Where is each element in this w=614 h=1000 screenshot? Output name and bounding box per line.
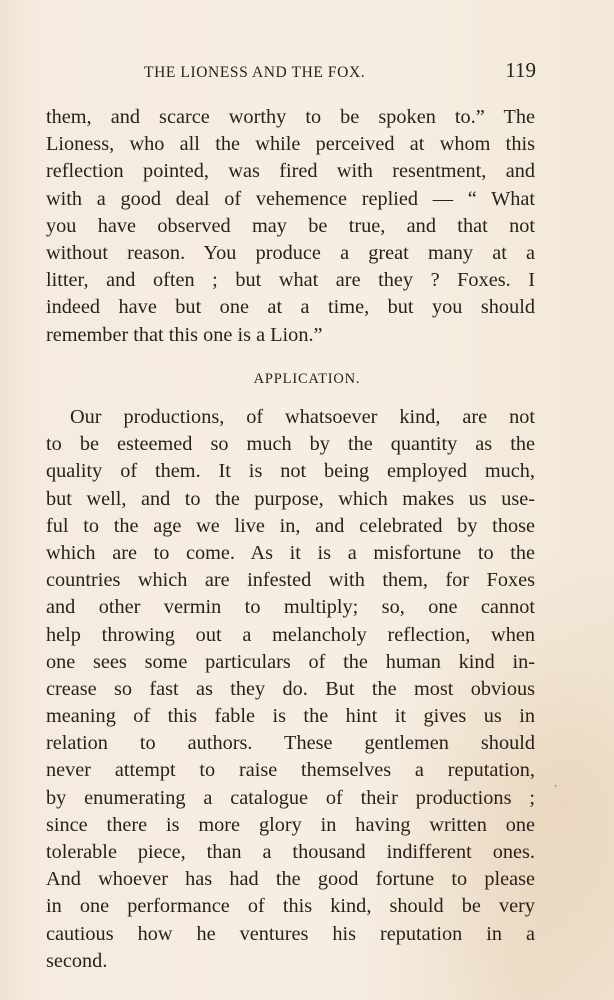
text-line: which are to come. As it is a misfortune to the <box>46 541 535 564</box>
text-line: meaning of this fable is the hint it gives us in <box>46 705 535 728</box>
paper-speck: • <box>554 781 558 791</box>
text-line: and other vermin to multiply; so, one cannot <box>46 596 535 619</box>
running-head <box>46 58 536 88</box>
text-line: to be esteemed so much by the quantity as the <box>46 433 535 456</box>
text-line: litter, and often ; but what are they ? Foxes. I <box>46 269 535 292</box>
text-line: by enumerating a catalogue of their productions ; <box>46 786 535 809</box>
section-heading: APPLICATION. <box>253 371 361 387</box>
text-line: tolerable piece, than a thousand indifferent ones. <box>46 841 535 863</box>
text-line: quality of them. It is not being employed much, <box>46 460 535 483</box>
text-line: without reason. You produce a great many at a <box>46 241 535 264</box>
text-line: relation to authors. These gentlemen should <box>46 732 535 755</box>
text-line: with a good deal of vehemence replied — “ What <box>46 187 535 210</box>
text-line: crease so fast as they do. But the most obvious <box>46 677 535 700</box>
text-line: Our productions, of whatsoever kind, are not <box>70 406 535 428</box>
text-line: second. <box>46 949 108 972</box>
text-line: indeed have but one at a time, but you should <box>46 296 535 319</box>
text-line: never attempt to raise themselves a reputation, <box>46 759 535 782</box>
text-line: in one performance of this kind, should be very <box>46 895 535 918</box>
text-line: them, and scarce worthy to be spoken to.” The <box>46 106 535 128</box>
application-paragraph <box>46 404 535 975</box>
page-number: 119 <box>505 58 536 82</box>
text-line: one sees some particulars of the human kind in- <box>46 650 535 673</box>
text-line: countries which are infested with them, for Foxes <box>46 569 535 592</box>
text-line: Lioness, who all the while perceived at whom this <box>46 133 535 156</box>
text-line: cautious how he ventures his reputation in a <box>46 922 535 945</box>
running-title: THE LIONESS AND THE FOX. <box>144 64 366 81</box>
text-line: but well, and to the purpose, which makes us use- <box>46 487 535 510</box>
fable-paragraph <box>46 104 535 349</box>
text-line: And whoever has had the good fortune to please <box>46 868 535 891</box>
text-line: since there is more glory in having written one <box>46 813 535 836</box>
text-line: reflection pointed, was fired with resentment, and <box>46 160 535 183</box>
text-line: you have observed may be true, and that not <box>46 214 535 237</box>
text-line: help throwing out a melancholy reflection, when <box>46 623 535 646</box>
text-line: ful to the age we live in, and celebrated by those <box>46 514 535 537</box>
text-line: remember that this one is a Lion.” <box>46 323 323 346</box>
